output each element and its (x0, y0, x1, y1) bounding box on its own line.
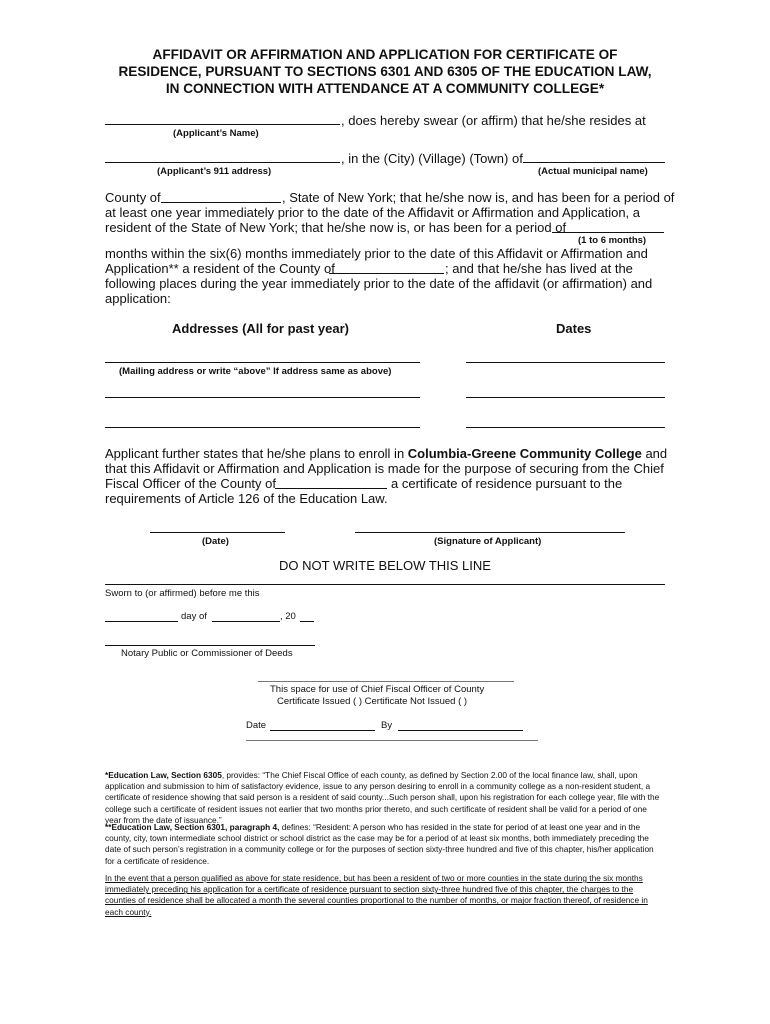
months-label: (1 to 6 months) (578, 235, 647, 246)
addresses-header: Addresses (All for past year) (172, 321, 350, 336)
college-name: Columbia-Greene Community College (407, 446, 642, 461)
cfo-by-field[interactable] (398, 730, 523, 731)
municipal-label: (Actual municipal name) (538, 166, 648, 177)
county-para-line-3: resident of the State of New York; that he/she now is, or has been for a period of (105, 220, 567, 235)
county-para-line-5-suffix: ; and that he/she has lived at the (445, 261, 633, 276)
enroll-line-1: Applicant further states that he/she plans to enroll in Columbia-Greene Community College and (105, 446, 668, 461)
applicant-address-field[interactable] (105, 162, 340, 163)
enroll-line-3-prefix: Fiscal Officer of the County of (105, 476, 276, 491)
applicant-name-label: (Applicant’s Name) (173, 128, 259, 139)
footnote-multiple-counties: In the event that a person qualified as above for state residence, but has been a resident of two or more counties in the state during the six months immediately preceding his application for a certificate of residence pursuant to section sixty-three hundred five of this chapter, the charges to the counties of residence shall be allocated a month the several counties proportional to the number of months, or major fraction thereof, of residence in each county. (105, 873, 648, 917)
cfo-bottom-line (246, 740, 538, 741)
state-text: , State of New York; that he/she now is, and has been for a period of (282, 190, 675, 205)
address-field-3[interactable] (105, 427, 420, 428)
month-field[interactable] (212, 621, 280, 622)
day-field[interactable] (105, 621, 178, 622)
applicant-signature-field[interactable] (355, 532, 625, 533)
cfo-date-field[interactable] (270, 730, 375, 731)
mailing-address-label: (Mailing address or write “above” If address same as above) (119, 366, 392, 377)
footnote-section-6301: **Education Law, Section 6301, paragraph 4, defines: “Resident: A person who has resided in the state for period of at least one year and in the county, city, town intermediate school district or school district as the case may be for a period of at least six months, both immediately preceding the date of such person’s registration in a community college or for the purposes of section sixty-three hundred and five of this chapter, his/her application for a certificate of residence. (105, 822, 654, 866)
enroll-line-4: requirements of Article 126 of the Education Law. (105, 491, 388, 506)
county-field[interactable] (161, 202, 281, 203)
day-of-text: day of (181, 611, 207, 622)
divider-line (105, 584, 665, 585)
footnote-section-6305: *Education Law, Section 6305, provides: “The Chief Fiscal Office of each county, as defined by Section 2.00 of the local finance law, shall, upon application and submission to him of satisfactory evidence, issue to any person desiring to enroll in a community college as a non-resident student, a certificate of residence showing that said person is a resident of said county...Such person shall, upon his registration for each college year, file with the college such a certificate of resident issues not earlier that two months prior thereto, and such certificate of resident shall be valid for a period of one year from the date of issuance.” (105, 770, 660, 825)
form-title-line-3: IN CONNECTION WITH ATTENDANCE AT A COMMUNITY COLLEGE* (165, 81, 605, 96)
months-field[interactable] (552, 232, 664, 233)
county-prefix: County of (105, 190, 161, 205)
resident-county-field[interactable] (329, 273, 444, 274)
form-title-line-1: AFFIDAVIT OR AFFIRMATION AND APPLICATION FOR CERTIFICATE OF (152, 47, 618, 62)
cfo-top-line (258, 681, 514, 682)
date-field-2[interactable] (466, 397, 665, 398)
notary-signature-field[interactable] (105, 645, 315, 646)
county-para-line-5-prefix: Application** a resident of the County of (105, 261, 335, 276)
cfo-by-word: By (381, 720, 393, 731)
year-prefix: , 20 (280, 611, 296, 622)
enroll-line-2: that this Affidavit or Affirmation and Application is made for the purpose of securing from the Chief (105, 461, 664, 476)
municipal-name-field[interactable] (523, 162, 665, 163)
cfo-date-word: Date (246, 720, 267, 731)
address-label: (Applicant’s 911 address) (157, 166, 272, 177)
applicant-name-field[interactable] (105, 124, 340, 125)
year-field[interactable] (300, 621, 314, 622)
cfo-line-1: This space for use of Chief Fiscal Officer of County (270, 684, 485, 695)
address-field-1[interactable] (105, 362, 420, 363)
dates-header: Dates (556, 321, 592, 336)
signature-label: (Signature of Applicant) (434, 536, 542, 547)
county-para-line-7: application: (105, 291, 171, 306)
swear-text: , does hereby swear (or affirm) that he/she resides at (341, 113, 646, 128)
date-signature-field[interactable] (150, 532, 285, 533)
city-text: , in the (City) (Village) (Town) of (341, 151, 523, 166)
notary-label: Notary Public or Commissioner of Deeds (121, 648, 293, 659)
county-para-line-2: at least one year immediately prior to the date of the Affidavit or Affirmation and Application, a (105, 205, 640, 220)
address-field-2[interactable] (105, 397, 420, 398)
date-label: (Date) (202, 536, 229, 547)
enroll-line-3-suffix: a certificate of residence pursuant to the (391, 476, 623, 491)
date-field-1[interactable] (466, 362, 665, 363)
do-not-write-heading: DO NOT WRITE BELOW THIS LINE (279, 558, 491, 573)
cfo-line-2: Certificate Issued ( ) Certificate Not Issued ( ) (277, 696, 468, 707)
form-title-line-2: RESIDENCE, PURSUANT TO SECTIONS 6301 AND 6305 OF THE EDUCATION LAW, (118, 64, 652, 79)
fiscal-county-field[interactable] (275, 488, 387, 489)
date-field-3[interactable] (466, 427, 665, 428)
county-para-line-4: months within the six(6) months immediately prior to the date of this Affidavit or Affirmation and (105, 246, 648, 261)
sworn-text: Sworn to (or affirmed) before me this (105, 588, 260, 599)
county-para-line-6: following places during the year immediately prior to the date of the affidavit (or affirmation) and (105, 276, 653, 291)
